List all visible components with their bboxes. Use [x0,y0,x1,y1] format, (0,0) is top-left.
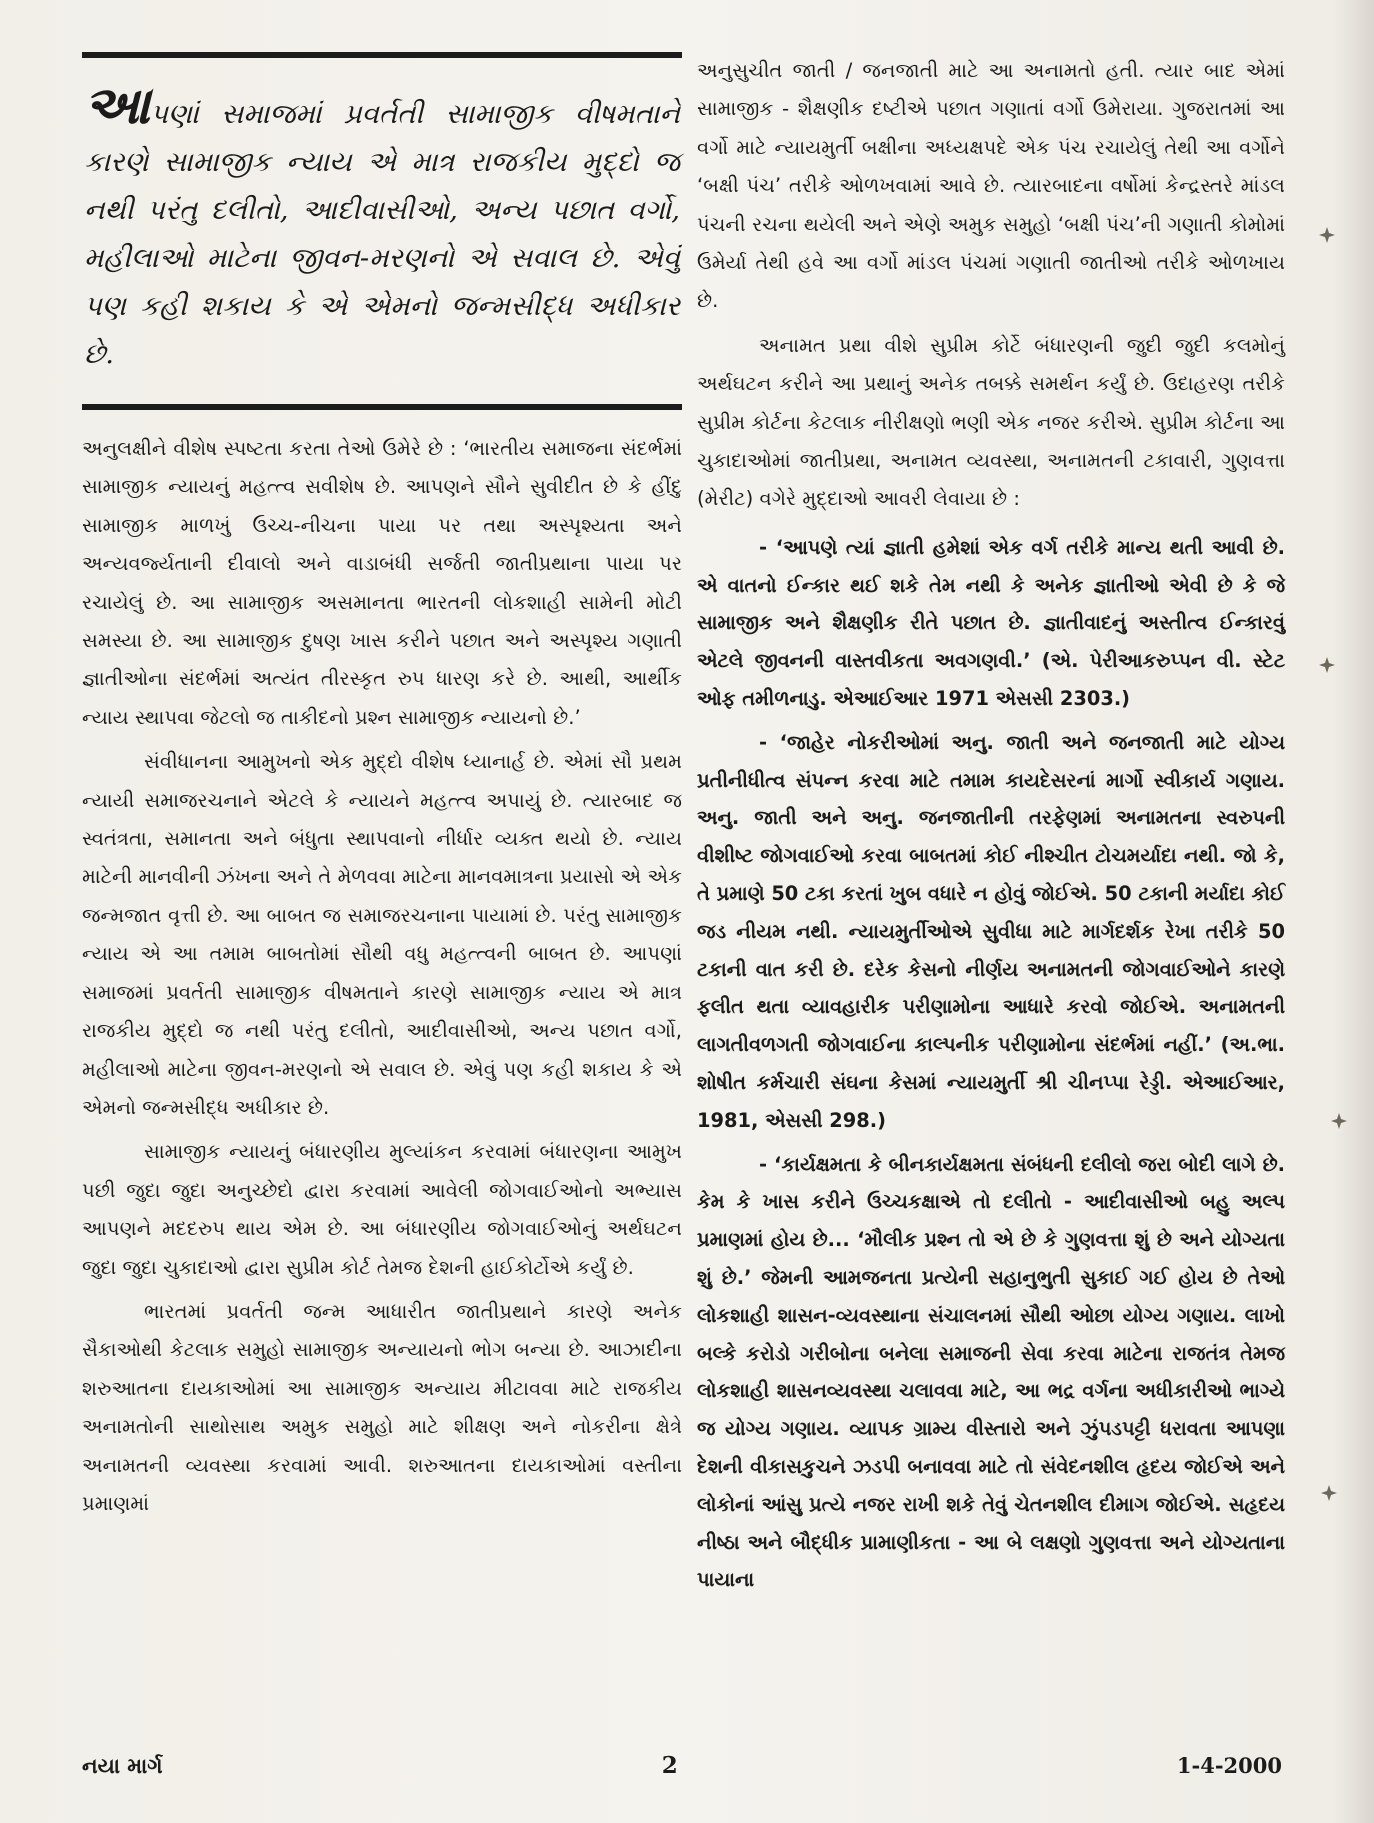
staple-hole-icon [1330,1112,1348,1130]
paper-edge-shadow [1334,0,1374,1823]
staple-hole-icon [1320,1484,1338,1502]
pull-quote-bottom-rule [82,404,682,410]
left-paragraph-3: સામાજીક ન્યાયનું બંધારણીય મુલ્યાંકન કરવામાં બંધારણના આમુખ પછી જુદા જુદા અનુચ્છેદો દ્વારા કરવામાં આવેલી જોગવાઈઓનો અભ્યાસ આપણને મદદરુપ થાય એમ છે. આ બંધારણીય જોગવાઈઓનું અર્થઘટન જુદા જુદા ચુકાદાઓ દ્વારા સુપ્રીમ કોર્ટ તેમજ દેશની હાઈકોર્ટોએ કર્યું છે. [82,1140,682,1279]
court-quote-3: - ‘કાર્યક્ષમતા કે બીનકાર્યક્ષમતા સંબંધની દલીલો જરા બોદી લાગે છે. કેમ કે ખાસ કરીને ઉચ્ચકક્ષાએ તો દલીતો - આદીવાસીઓ બહુ અલ્પ પ્રમાણમાં હોય છે... ‘મૌલીક પ્રશ્ન તો એ છે કે ગુણવત્તા શું છે અને યોગ્યતા શું છે.’ જેમની આમજનતા પ્રત્યેની સહાનુભુતી સુકાઈ ગઈ હોય છે તેઓ લોકશાહી શાસન-વ્યવસ્થાના સંચાલનમાં સૌથી ઓછા યોગ્ય ગણાય. લાખો બલ્કે કરોડો ગરીબોના બનેલા સમાજની સેવા કરવા માટેના રાજતંત્ર તેમજ લોકશાહી શાસનવ્યવસ્થા ચલાવવા માટે, આ ભદ્ર વર્ગના અધીકારીઓ ભાગ્યે જ યોગ્ય ગણાય. વ્યાપક ગ્રામ્ય વીસ્તારો અને ઝુંપડપટ્ટી ધરાવતા આપણા દેશની વીકાસકુચને ઝડપી બનાવવા માટે તો સંવેદનશીલ હૃદય જોઈએ અને લોકોનાં આંસુ પ્રત્યે નજર રાખી શકે તેવું ચેતનશીલ દીમાગ જોઈએ. સહૃદય નીષ્ઠા અને બૌદ્ધીક પ્રામાણીકતા - આ બે લક્ષણો ગુણવત્તા અને યોગ્યતાના પાયાના [697,1152,1285,1592]
left-paragraph-4: ભારતમાં પ્રવર્તતી જન્મ આધારીત જાતીપ્રથાને કારણે અનેક સૈકાઓથી કેટલાક સમુહો સામાજીક અન્યાયનો ભોગ બન્યા છે. આઝાદીના શરુઆતના દાયકાઓમાં આ સામાજીક અન્યાય મીટાવવા માટે રાજકીય અનામતોની સાથોસાથ અમુક સમુહો માટે શીક્ષણ અને નોકરીના ક્ષેત્રે અનામતની વ્યવસ્થા કરવામાં આવી. શરુઆતના દાયકાઓમાં વસ્તીના પ્રમાણમાં [82,1299,682,1515]
court-quote-1: - ‘આપણે ત્યાં જ્ઞાતી હમેશાં એક વર્ગ તરીકે માન્ય થતી આવી છે. એ વાતનો ઈન્કાર થઈ શકે તેમ નથી કે અનેક જ્ઞાતીઓ એવી છે કે જે સામાજીક અને શૈક્ષણીક રીતે પછાત છે. જ્ઞાતીવાદનું અસ્તીત્વ ઈન્કારવું એટલે જીવનની વાસ્તવીકતા અવગણવી.’ (એ. પેરીઆકરુપ્પન વી. સ્ટેટ ઓફ તમીળનાડુ. એઆઈઆર 1971 એસસી 2303.) [697,535,1285,711]
publication-name: નયા માર્ગ [82,1754,163,1778]
pull-quote-text: પણાં સમાજમાં પ્રવર્તતી સામાજીક વીષમતાને કારણે સામાજીક ન્યાય એ માત્ર રાજકીય મુદ્દો જ નથી પરંતુ દલીતો, આદીવાસીઓ, અન્ય પછાત વર્ગો, મહીલાઓ માટેના જીવન-મરણનો એ સવાલ છે. એવું પણ કહી શકાય કે એ એમનો જન્મસીદ્ધ અધીકાર છે. [84,98,680,370]
pull-quote-dropcap: આ [84,75,151,136]
page-footer [82,1752,1282,1779]
right-paragraph-1: અનુસુચીત જાતી / જનજાતી માટે આ અનામતો હતી. ત્યાર બાદ એમાં સામાજીક - શૈક્ષણીક દષ્ટીએ પછાત ગણાતાં વર્ગો ઉમેરાયા. ગુજરાતમાં આ વર્ગો માટે ન્યાયમુર્તી બક્ષીના અધ્યક્ષપદે એક પંચ રચાયેલું તેથી આ વર્ગોને ‘બક્ષી પંચ’ તરીકે ઓળખવામાં આવે છે. ત્યારબાદના વર્ષોમાં કેન્દ્રસ્તરે માંડલ પંચની રચના થયેલી અને એણે અમુક સમુહો ‘બક્ષી પંચ’ની ગણાતી કોમોમાં ઉમેર્યા તેથી હવે આ વર્ગો માંડલ પંચમાં ગણાતી જાતીઓ તરીકે ઓળખાય છે. [697,59,1285,313]
left-column [82,52,682,1523]
right-column [697,52,1285,1599]
staple-hole-icon [1318,226,1336,244]
staple-hole-icon [1318,656,1336,674]
left-paragraph-1: અનુલક્ષીને વીશેષ સ્પષ્ટતા કરતા તેઓ ઉમેરે છે : ‘ભારતીય સમાજના સંદર્ભમાં સામાજીક ન્યાયનું મહત્ત્વ સવીશેષ છે. આપણને સૌને સુવીદીત છે કે હીંદુ સામાજીક માળખું ઉચ્ચ-નીચના પાયા પર તથા અસ્પૃશ્યતા અને અન્યવર્જ્યતાની દીવાલો અને વાડાબંધી સર્જતી જાતીપ્રથાના પાયા પર રચાયેલું છે. આ સામાજીક અસમાનતા ભારતની લોકશાહી સામેની મોટી સમસ્યા છે. આ સામાજીક દુષણ ખાસ કરીને પછાત અને અસ્પૃશ્ય ગણાતી જ્ઞાતીઓના સંદર્ભમાં અત્યંત તીરસ્કૃત રુપ ધારણ કરે છે. આથી, આર્થીક ન્યાય સ્થાપવા જેટલો જ તાકીદનો પ્રશ્ન સામાજીક ન્યાયનો છે.’ [82,437,682,729]
pull-quote [82,58,682,404]
page-number: 2 [661,1752,678,1779]
issue-date: 1-4-2000 [1176,1753,1282,1778]
right-paragraph-2: અનામત પ્રથા વીશે સુપ્રીમ કોર્ટે બંધારણની જુદી જુદી કલમોનું અર્થઘટન કરીને આ પ્રથાનું અનેક તબક્કે સમર્થન કર્યું છે. ઉદાહરણ તરીકે સુપ્રીમ કોર્ટના કેટલાક નીરીક્ષણો ભણી એક નજર કરીએ. સુપ્રીમ કોર્ટના આ ચુકાદાઓમાં જાતીપ્રથા, અનામત વ્યવસ્થા, અનામતની ટકાવારી, ગુણવત્તા (મેરીટ) વગેરે મુદ્દાઓ આવરી લેવાયા છે : [697,333,1285,511]
court-quote-2: - ‘જાહેર નોકરીઓમાં અનુ. જાતી અને જનજાતી માટે યોગ્ય પ્રતીનીધીત્વ સંપન્ન કરવા માટે તમામ કાયદેસરનાં માર્ગો સ્વીકાર્ય ગણાય. અનુ. જાતી અને અનુ. જનજાતીની તરફેણમાં અનામતના સ્વરુપની વીશીષ્ટ જોગવાઈઓ કરવા બાબતમાં કોઈ નીશ્ચીત ટોચમર્યાદા નથી. જો કે, તે પ્રમાણે 50 ટકા કરતાં ખુબ વધારે ન હોવું જોઈએ. 50 ટકાની મર્યાદા કોઈ જડ નીયમ નથી. ન્યાયમુર્તીઓએ સુવીધા માટે માર્ગદર્શક રેખા તરીકે 50 ટકાની વાત કરી છે. દરેક કેસનો નીર્ણય અનામતની જોગવાઈઓને કારણે ફલીત થતા વ્યાવહારીક પરીણામોના આધારે કરવો જોઈએ. અનામતની લાગતીવળગતી જોગવાઈના કાલ્પનીક પરીણામોના સંદર્ભમાં નહીં.’ (અ.ભા. શોષીત કર્મચારી સંઘના કેસમાં ન્યાયમુર્તી શ્રી ચીનપ્પા રેડ્ડી. એઆઈઆર, 1981, એસસી 298.) [697,730,1285,1132]
left-paragraph-2: સંવીધાનના આમુખનો એક મુદ્દો વીશેષ ધ્યાનાર્હ છે. એમાં સૌ પ્રથમ ન્યાયી સમાજરચનાને એટલે કે ન્યાયને મહત્ત્વ અપાયું છે. ત્યારબાદ જ સ્વતંત્રતા, સમાનતા અને બંધુતા સ્થાપવાનો નીર્ધાર વ્યક્ત થયો છે. ન્યાય માટેની માનવીની ઝંખના અને તે મેળવવા માટેના માનવમાત્રના પ્રયાસો એ એક જન્મજાત વૃત્તી છે. આ બાબત જ સમાજરચનાના પાયામાં છે. પરંતુ સામાજીક ન્યાય એ આ તમામ બાબતોમાં સૌથી વધુ મહત્ત્વની બાબત છે. આપણાં સમાજમાં પ્રવર્તતી સામાજીક વીષમતાને કારણે સામાજીક ન્યાય એ માત્ર રાજકીય મુદ્દો જ નથી પરંતુ દલીતો, આદીવાસીઓ, અન્ય પછાત વર્ગો, મહીલાઓ માટેના જીવન-મરણનો એ સવાલ છે. એવું પણ કહી શકાય કે એ એમનો જન્મસીદ્ધ અધીકાર છે. [82,750,682,1119]
